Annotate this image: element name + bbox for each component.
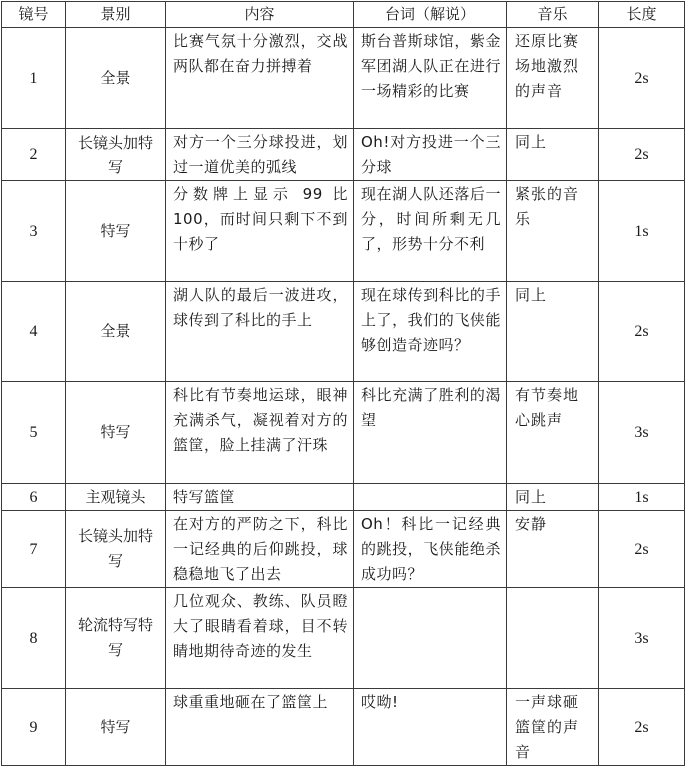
table-row xyxy=(2,511,685,588)
length-cell: 2s xyxy=(599,28,685,129)
header-narration: 台词（解说） xyxy=(354,2,507,28)
header-shot-type: 景别 xyxy=(66,2,166,28)
header-content: 内容 xyxy=(166,2,354,28)
shot-number: 9 xyxy=(2,689,66,766)
shot-type: 轮流特写特写 xyxy=(66,588,166,689)
narration-cell xyxy=(354,484,507,511)
narration-cell: 现在湖人队还落后一分，时间所剩无几了，形势十分不利 xyxy=(354,181,507,282)
header-length: 长度 xyxy=(599,2,685,28)
table-row xyxy=(2,484,685,511)
music-cell: 同上 xyxy=(507,484,599,511)
shot-type: 长镜头加特写 xyxy=(66,129,166,181)
shot-number: 3 xyxy=(2,181,66,282)
length-cell: 2s xyxy=(599,129,685,181)
length-cell: 1s xyxy=(599,484,685,511)
length-cell: 2s xyxy=(599,282,685,382)
table-row xyxy=(2,181,685,282)
header-music: 音乐 xyxy=(507,2,599,28)
music-cell: 同上 xyxy=(507,129,599,181)
table-row xyxy=(2,129,685,181)
header-shot-number: 镜号 xyxy=(2,2,66,28)
shot-type: 主观镜头 xyxy=(66,484,166,511)
music-cell: 紧张的音乐 xyxy=(507,181,599,282)
length-cell: 2s xyxy=(599,511,685,588)
shot-type: 特写 xyxy=(66,181,166,282)
content-cell: 对方一个三分球投进，划过一道优美的弧线 xyxy=(166,129,354,181)
shot-number: 1 xyxy=(2,28,66,129)
narration-cell: 科比充满了胜利的渴望 xyxy=(354,382,507,484)
table-row xyxy=(2,282,685,382)
narration-cell: 哎呦! xyxy=(354,689,507,766)
content-cell: 湖人队的最后一波进攻，球传到了科比的手上 xyxy=(166,282,354,382)
length-cell: 1s xyxy=(599,181,685,282)
shot-number: 7 xyxy=(2,511,66,588)
shot-number: 6 xyxy=(2,484,66,511)
content-cell: 在对方的严防之下，科比一记经典的后仰跳投，球稳稳地飞了出去 xyxy=(166,511,354,588)
shot-type: 特写 xyxy=(66,689,166,766)
content-cell: 球重重地砸在了篮筐上 xyxy=(166,689,354,766)
music-cell: 同上 xyxy=(507,282,599,382)
music-cell: 有节奏地心跳声 xyxy=(507,382,599,484)
shot-type: 长镜头加特写 xyxy=(66,511,166,588)
narration-cell: Oh!对方投进一个三分球 xyxy=(354,129,507,181)
music-cell: 安静 xyxy=(507,511,599,588)
shot-number: 8 xyxy=(2,588,66,689)
music-cell: 还原比赛场地激烈的声音 xyxy=(507,28,599,129)
content-cell: 分数牌上显示 99 比 100，而时间只剩下不到十秒了 xyxy=(166,181,354,282)
table-row xyxy=(2,689,685,766)
header-row xyxy=(2,2,685,28)
table-row xyxy=(2,588,685,689)
shot-type: 全景 xyxy=(66,28,166,129)
music-cell: 一声球砸篮筐的声音 xyxy=(507,689,599,766)
table-row xyxy=(2,382,685,484)
narration-cell: Oh！科比一记经典的跳投，飞侠能绝杀成功吗？ xyxy=(354,511,507,588)
content-cell: 几位观众、教练、队员瞪大了眼睛看着球，目不转睛地期待奇迹的发生 xyxy=(166,588,354,689)
narration-cell xyxy=(354,588,507,689)
content-cell: 科比有节奏地运球，眼神充满杀气，凝视着对方的篮筐，脸上挂满了汗珠 xyxy=(166,382,354,484)
shot-number: 5 xyxy=(2,382,66,484)
content-cell: 特写篮筐 xyxy=(166,484,354,511)
narration-cell: 斯台普斯球馆，紫金军团湖人队正在进行一场精彩的比赛 xyxy=(354,28,507,129)
shot-type: 全景 xyxy=(66,282,166,382)
shot-number: 2 xyxy=(2,129,66,181)
music-cell xyxy=(507,588,599,689)
narration-cell: 现在球传到科比的手上了，我们的飞侠能够创造奇迹吗？ xyxy=(354,282,507,382)
shot-type: 特写 xyxy=(66,382,166,484)
length-cell: 3s xyxy=(599,382,685,484)
shot-number: 4 xyxy=(2,282,66,382)
storyboard-table xyxy=(1,1,685,766)
length-cell: 2s xyxy=(599,689,685,766)
content-cell: 比赛气氛十分激烈，交战两队都在奋力拼搏着 xyxy=(166,28,354,129)
table-row xyxy=(2,28,685,129)
length-cell: 3s xyxy=(599,588,685,689)
